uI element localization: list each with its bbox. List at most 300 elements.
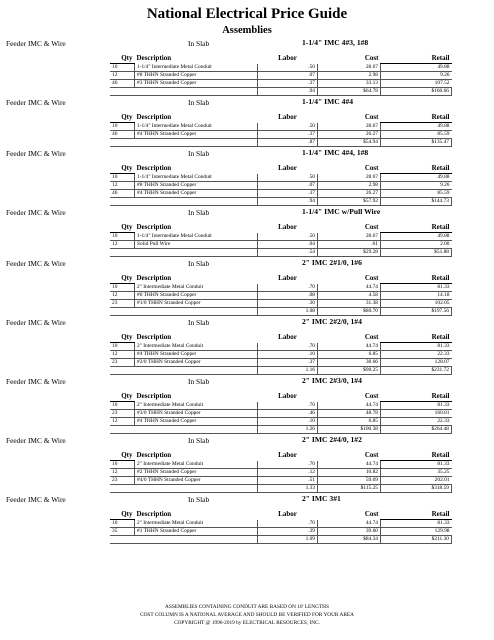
section-category: Feeder IMC & Wire bbox=[6, 149, 66, 158]
table-header-row bbox=[110, 451, 452, 461]
item-retail: 202.01 bbox=[381, 477, 452, 485]
total-retail: $135.47 bbox=[381, 139, 452, 147]
assembly-table bbox=[110, 510, 452, 544]
assembly-section bbox=[0, 376, 494, 434]
item-qty: 12 bbox=[110, 182, 135, 190]
item-description: Solid Pull Wire bbox=[135, 241, 258, 249]
item-labor: .70 bbox=[258, 284, 318, 292]
assembly-section bbox=[0, 258, 494, 316]
total-retail: $197.56 bbox=[381, 308, 452, 316]
table-header-row bbox=[110, 164, 452, 174]
footer bbox=[0, 603, 494, 627]
item-labor: .51 bbox=[258, 477, 318, 485]
table-row bbox=[110, 343, 452, 351]
column-header-cost: Cost bbox=[364, 113, 379, 122]
item-qty: 10 bbox=[110, 402, 135, 410]
item-qty: 46 bbox=[110, 131, 135, 139]
item-description: 1-1/4" Intermediate Metal Conduit bbox=[135, 233, 258, 241]
assembly-table bbox=[110, 54, 452, 96]
section-category: Feeder IMC & Wire bbox=[6, 208, 66, 217]
total-spacer bbox=[135, 198, 258, 206]
item-description: #4 THHN Stranded Copper bbox=[135, 351, 258, 359]
item-qty: 10 bbox=[110, 233, 135, 241]
item-retail: 81.33 bbox=[381, 284, 452, 292]
assembly-name: 2" IMC 2#2/0, 1#4 bbox=[302, 317, 362, 326]
table-row bbox=[110, 410, 452, 418]
column-header-retail: Retail bbox=[381, 392, 452, 402]
item-retail: 128.07 bbox=[381, 359, 452, 367]
item-retail: 102.05 bbox=[381, 300, 452, 308]
table-row bbox=[110, 123, 452, 131]
item-retail: 81.33 bbox=[381, 343, 452, 351]
section-header bbox=[0, 494, 494, 505]
table-header-row bbox=[110, 54, 452, 64]
column-header-retail: Retail bbox=[381, 164, 452, 174]
item-qty: 23 bbox=[110, 477, 135, 485]
item-labor: .10 bbox=[258, 351, 318, 359]
item-qty: 12 bbox=[110, 292, 135, 300]
item-qty: 46 bbox=[110, 80, 135, 88]
section-category: Feeder IMC & Wire bbox=[6, 436, 66, 445]
section-location: In Slab bbox=[188, 377, 210, 386]
item-cost: 31.38 bbox=[318, 300, 381, 308]
total-row bbox=[110, 367, 452, 375]
page-subtitle: Assemblies bbox=[222, 25, 272, 36]
section-header bbox=[0, 258, 494, 269]
table-row bbox=[110, 461, 452, 469]
footer-line-2: COST COLUMN IS A NATIONAL AVERAGE AND SHOULD BE VERIFIED FOR YOUR AREA bbox=[140, 612, 354, 618]
item-qty: 23 bbox=[110, 410, 135, 418]
total-retail: $211.30 bbox=[381, 536, 452, 544]
item-cost: 6.85 bbox=[318, 418, 381, 426]
total-retail: $231.72 bbox=[381, 367, 452, 375]
total-spacer bbox=[135, 485, 258, 493]
assembly-table bbox=[110, 164, 452, 206]
item-qty: 46 bbox=[110, 190, 135, 198]
table-row bbox=[110, 233, 452, 241]
assembly-name: 2" IMC 2#1/0, 1#6 bbox=[302, 258, 362, 267]
table-row bbox=[110, 469, 452, 477]
assembly-sections bbox=[0, 37, 494, 544]
assembly-name: 1-1/4" IMC w/Pull Wire bbox=[302, 207, 381, 216]
column-header-description: Description bbox=[136, 223, 172, 232]
section-location: In Slab bbox=[188, 98, 210, 107]
item-description: #2 THHN Stranded Copper bbox=[135, 469, 258, 477]
total-labor: .87 bbox=[258, 139, 318, 147]
total-labor: 1.08 bbox=[258, 308, 318, 316]
total-labor: 1.26 bbox=[258, 426, 318, 434]
column-header-cost: Cost bbox=[364, 333, 379, 342]
total-spacer bbox=[135, 249, 258, 257]
column-header-qty: Qty bbox=[110, 54, 135, 64]
section-category: Feeder IMC & Wire bbox=[6, 39, 66, 48]
item-labor: .07 bbox=[258, 182, 318, 190]
assembly-section bbox=[0, 435, 494, 493]
table-header-row bbox=[110, 223, 452, 233]
column-header-labor: Labor bbox=[278, 392, 297, 401]
total-retail: $166.66 bbox=[381, 88, 452, 96]
assembly-section bbox=[0, 148, 494, 206]
table-row bbox=[110, 292, 452, 300]
section-location: In Slab bbox=[188, 436, 210, 445]
total-spacer bbox=[135, 367, 258, 375]
section-header bbox=[0, 317, 494, 328]
table-row bbox=[110, 418, 452, 426]
item-retail: 14.18 bbox=[381, 292, 452, 300]
item-labor: .04 bbox=[258, 241, 318, 249]
item-qty: 12 bbox=[110, 72, 135, 80]
assembly-name: 1-1/4" IMC 4#4 bbox=[302, 97, 354, 106]
item-retail: 81.33 bbox=[381, 520, 452, 528]
section-header bbox=[0, 207, 494, 218]
section-header bbox=[0, 38, 494, 49]
item-description: #4 THHN Stranded Copper bbox=[135, 131, 258, 139]
item-retail: 2.00 bbox=[381, 241, 452, 249]
total-labor: 1.16 bbox=[258, 367, 318, 375]
column-header-description: Description bbox=[136, 274, 172, 283]
item-cost: 44.74 bbox=[318, 520, 381, 528]
total-spacer bbox=[110, 536, 135, 544]
item-labor: .10 bbox=[258, 418, 318, 426]
total-retail: $264.48 bbox=[381, 426, 452, 434]
column-header-labor: Labor bbox=[278, 54, 297, 63]
section-header bbox=[0, 435, 494, 446]
item-description: 2" Intermediate Metal Conduit bbox=[135, 461, 258, 469]
item-labor: .50 bbox=[258, 64, 318, 72]
total-spacer bbox=[135, 426, 258, 434]
column-header-cost: Cost bbox=[364, 392, 379, 401]
total-cost: $57.92 bbox=[318, 198, 381, 206]
assembly-table bbox=[110, 223, 452, 257]
table-row bbox=[110, 477, 452, 485]
column-header-labor: Labor bbox=[278, 113, 297, 122]
assembly-table bbox=[110, 451, 452, 493]
column-header-retail: Retail bbox=[381, 451, 452, 461]
total-cost: $64.78 bbox=[318, 88, 381, 96]
item-qty: 12 bbox=[110, 351, 135, 359]
assembly-section bbox=[0, 207, 494, 257]
table-row bbox=[110, 131, 452, 139]
item-description: 1-1/4" Intermediate Metal Conduit bbox=[135, 123, 258, 131]
total-cost: $84.34 bbox=[318, 536, 381, 544]
item-cost: 28.67 bbox=[318, 233, 381, 241]
item-labor: .46 bbox=[258, 410, 318, 418]
item-retail: 49.88 bbox=[381, 123, 452, 131]
item-cost: 59.69 bbox=[318, 477, 381, 485]
item-retail: 81.33 bbox=[381, 461, 452, 469]
column-header-cost: Cost bbox=[364, 274, 379, 283]
item-retail: 22.33 bbox=[381, 351, 452, 359]
table-row bbox=[110, 64, 452, 72]
section-category: Feeder IMC & Wire bbox=[6, 259, 66, 268]
item-cost: 10.82 bbox=[318, 469, 381, 477]
assembly-table bbox=[110, 333, 452, 375]
item-description: #1 THHN Stranded Copper bbox=[135, 528, 258, 536]
total-labor: .54 bbox=[258, 249, 318, 257]
item-description: #3 THHN Stranded Copper bbox=[135, 80, 258, 88]
column-header-description: Description bbox=[136, 333, 172, 342]
item-qty: 12 bbox=[110, 418, 135, 426]
column-header-description: Description bbox=[136, 510, 172, 519]
total-spacer bbox=[135, 139, 258, 147]
item-cost: 26.27 bbox=[318, 131, 381, 139]
total-row bbox=[110, 485, 452, 493]
item-labor: .70 bbox=[258, 343, 318, 351]
item-cost: 44.74 bbox=[318, 284, 381, 292]
item-description: #1/0 THHN Stranded Copper bbox=[135, 300, 258, 308]
section-header bbox=[0, 148, 494, 159]
total-row bbox=[110, 249, 452, 257]
item-labor: .50 bbox=[258, 123, 318, 131]
column-header-qty: Qty bbox=[110, 510, 135, 520]
item-qty: 35 bbox=[110, 528, 135, 536]
column-header-qty: Qty bbox=[110, 451, 135, 461]
total-spacer bbox=[110, 308, 135, 316]
item-retail: 81.33 bbox=[381, 402, 452, 410]
table-row bbox=[110, 300, 452, 308]
item-labor: .70 bbox=[258, 520, 318, 528]
assembly-table bbox=[110, 113, 452, 147]
item-retail: 85.59 bbox=[381, 131, 452, 139]
item-qty: 10 bbox=[110, 461, 135, 469]
item-labor: .08 bbox=[258, 292, 318, 300]
assembly-name: 2" IMC 3#1 bbox=[302, 494, 341, 503]
total-spacer bbox=[135, 88, 258, 96]
table-row bbox=[110, 182, 452, 190]
total-cost: $90.25 bbox=[318, 367, 381, 375]
total-cost: $80.70 bbox=[318, 308, 381, 316]
section-header bbox=[0, 97, 494, 108]
total-spacer bbox=[110, 198, 135, 206]
item-retail: 49.88 bbox=[381, 174, 452, 182]
total-row bbox=[110, 536, 452, 544]
total-cost: $54.94 bbox=[318, 139, 381, 147]
section-category: Feeder IMC & Wire bbox=[6, 377, 66, 386]
item-cost: 39.60 bbox=[318, 528, 381, 536]
item-description: 1-1/4" Intermediate Metal Conduit bbox=[135, 174, 258, 182]
item-description: #4/0 THHN Stranded Copper bbox=[135, 477, 258, 485]
assembly-name: 2" IMC 2#3/0, 1#4 bbox=[302, 376, 362, 385]
section-location: In Slab bbox=[188, 149, 210, 158]
column-header-qty: Qty bbox=[110, 392, 135, 402]
table-header-row bbox=[110, 392, 452, 402]
item-retail: 49.88 bbox=[381, 233, 452, 241]
column-header-labor: Labor bbox=[278, 510, 297, 519]
table-header-row bbox=[110, 333, 452, 343]
column-header-qty: Qty bbox=[110, 223, 135, 233]
item-cost: 2.98 bbox=[318, 182, 381, 190]
total-cost: $100.38 bbox=[318, 426, 381, 434]
column-header-cost: Cost bbox=[364, 223, 379, 232]
table-row bbox=[110, 351, 452, 359]
column-header-cost: Cost bbox=[364, 164, 379, 173]
table-row bbox=[110, 520, 452, 528]
total-spacer bbox=[110, 485, 135, 493]
item-description: #4 THHN Stranded Copper bbox=[135, 418, 258, 426]
item-description: 2" Intermediate Metal Conduit bbox=[135, 402, 258, 410]
total-retail: $144.73 bbox=[381, 198, 452, 206]
column-header-retail: Retail bbox=[381, 274, 452, 284]
item-labor: .37 bbox=[258, 359, 318, 367]
item-cost: 28.67 bbox=[318, 174, 381, 182]
assembly-section bbox=[0, 494, 494, 544]
item-cost: .61 bbox=[318, 241, 381, 249]
item-cost: 6.85 bbox=[318, 351, 381, 359]
item-cost: 4.58 bbox=[318, 292, 381, 300]
section-location: In Slab bbox=[188, 39, 210, 48]
assembly-table bbox=[110, 274, 452, 316]
item-retail: 107.52 bbox=[381, 80, 452, 88]
total-row bbox=[110, 198, 452, 206]
item-cost: 26.27 bbox=[318, 190, 381, 198]
total-spacer bbox=[110, 426, 135, 434]
table-row bbox=[110, 174, 452, 182]
table-row bbox=[110, 72, 452, 80]
item-labor: .50 bbox=[258, 174, 318, 182]
item-labor: .70 bbox=[258, 461, 318, 469]
column-header-description: Description bbox=[136, 451, 172, 460]
table-row bbox=[110, 284, 452, 292]
item-retail: 9.26 bbox=[381, 182, 452, 190]
column-header-labor: Labor bbox=[278, 451, 297, 460]
item-qty: 10 bbox=[110, 520, 135, 528]
footer-line-3: COPYRIGHT @ 1996-2019 by ELECTRICAL RESOURCES, INC. bbox=[174, 620, 320, 626]
item-cost: 2.98 bbox=[318, 72, 381, 80]
assembly-section bbox=[0, 317, 494, 375]
section-category: Feeder IMC & Wire bbox=[6, 318, 66, 327]
item-labor: .39 bbox=[258, 528, 318, 536]
section-category: Feeder IMC & Wire bbox=[6, 495, 66, 504]
column-header-labor: Labor bbox=[278, 223, 297, 232]
total-spacer bbox=[135, 536, 258, 544]
item-qty: 12 bbox=[110, 241, 135, 249]
total-spacer bbox=[135, 308, 258, 316]
item-labor: .50 bbox=[258, 233, 318, 241]
item-retail: 22.33 bbox=[381, 418, 452, 426]
item-labor: .70 bbox=[258, 402, 318, 410]
item-labor: .37 bbox=[258, 80, 318, 88]
section-location: In Slab bbox=[188, 259, 210, 268]
total-retail: $51.88 bbox=[381, 249, 452, 257]
column-header-labor: Labor bbox=[278, 333, 297, 342]
total-labor: .94 bbox=[258, 198, 318, 206]
total-row bbox=[110, 308, 452, 316]
item-labor: .37 bbox=[258, 190, 318, 198]
section-category: Feeder IMC & Wire bbox=[6, 98, 66, 107]
assembly-name: 2" IMC 2#4/0, 1#2 bbox=[302, 435, 362, 444]
column-header-qty: Qty bbox=[110, 164, 135, 174]
assembly-section bbox=[0, 38, 494, 96]
table-header-row bbox=[110, 510, 452, 520]
column-header-retail: Retail bbox=[381, 54, 452, 64]
page-title: National Electrical Price Guide bbox=[146, 6, 348, 22]
table-row bbox=[110, 402, 452, 410]
item-cost: 28.67 bbox=[318, 64, 381, 72]
item-qty: 10 bbox=[110, 284, 135, 292]
column-header-retail: Retail bbox=[381, 223, 452, 233]
total-spacer bbox=[110, 139, 135, 147]
item-qty: 23 bbox=[110, 359, 135, 367]
item-description: #6 THHN Stranded Copper bbox=[135, 292, 258, 300]
item-qty: 10 bbox=[110, 174, 135, 182]
item-retail: 160.81 bbox=[381, 410, 452, 418]
item-description: #4 THHN Stranded Copper bbox=[135, 190, 258, 198]
table-row bbox=[110, 190, 452, 198]
column-header-qty: Qty bbox=[110, 113, 135, 123]
item-qty: 10 bbox=[110, 123, 135, 131]
item-description: 2" Intermediate Metal Conduit bbox=[135, 284, 258, 292]
item-cost: 38.66 bbox=[318, 359, 381, 367]
table-header-row bbox=[110, 274, 452, 284]
section-location: In Slab bbox=[188, 495, 210, 504]
section-location: In Slab bbox=[188, 318, 210, 327]
section-location: In Slab bbox=[188, 208, 210, 217]
total-spacer bbox=[110, 88, 135, 96]
total-cost: $29.28 bbox=[318, 249, 381, 257]
table-row bbox=[110, 528, 452, 536]
item-cost: 48.78 bbox=[318, 410, 381, 418]
item-qty: 10 bbox=[110, 64, 135, 72]
table-header-row bbox=[110, 113, 452, 123]
item-retail: 35.25 bbox=[381, 469, 452, 477]
column-header-retail: Retail bbox=[381, 510, 452, 520]
assembly-name: 1-1/4" IMC 4#4, 1#8 bbox=[302, 148, 369, 157]
table-row bbox=[110, 359, 452, 367]
item-retail: 49.88 bbox=[381, 64, 452, 72]
total-spacer bbox=[110, 249, 135, 257]
column-header-cost: Cost bbox=[364, 54, 379, 63]
item-description: #3/0 THHN Stranded Copper bbox=[135, 410, 258, 418]
column-header-qty: Qty bbox=[110, 274, 135, 284]
item-cost: 28.67 bbox=[318, 123, 381, 131]
total-row bbox=[110, 139, 452, 147]
item-description: #2/0 THHN Stranded Copper bbox=[135, 359, 258, 367]
column-header-description: Description bbox=[136, 164, 172, 173]
column-header-labor: Labor bbox=[278, 274, 297, 283]
item-retail: 9.26 bbox=[381, 72, 452, 80]
column-header-description: Description bbox=[136, 113, 172, 122]
item-labor: .07 bbox=[258, 72, 318, 80]
item-description: #8 THHN Stranded Copper bbox=[135, 72, 258, 80]
item-qty: 12 bbox=[110, 469, 135, 477]
total-row bbox=[110, 426, 452, 434]
assembly-name: 1-1/4" IMC 4#3, 1#8 bbox=[302, 38, 369, 47]
item-cost: 44.74 bbox=[318, 343, 381, 351]
item-labor: .37 bbox=[258, 131, 318, 139]
total-labor: .94 bbox=[258, 88, 318, 96]
item-labor: .30 bbox=[258, 300, 318, 308]
column-header-description: Description bbox=[136, 54, 172, 63]
item-labor: .12 bbox=[258, 469, 318, 477]
footer-line-1: ASSEMBLIES CONTAINING CONDUIT ARE BASED ON 10' LENGTHS bbox=[165, 604, 329, 610]
item-qty: 10 bbox=[110, 343, 135, 351]
item-cost: 44.74 bbox=[318, 402, 381, 410]
item-cost: 33.13 bbox=[318, 80, 381, 88]
column-header-cost: Cost bbox=[364, 510, 379, 519]
column-header-cost: Cost bbox=[364, 451, 379, 460]
item-retail: 85.59 bbox=[381, 190, 452, 198]
total-labor: 1.33 bbox=[258, 485, 318, 493]
section-header bbox=[0, 376, 494, 387]
item-description: 2" Intermediate Metal Conduit bbox=[135, 520, 258, 528]
column-header-retail: Retail bbox=[381, 113, 452, 123]
item-qty: 23 bbox=[110, 300, 135, 308]
column-header-qty: Qty bbox=[110, 333, 135, 343]
item-retail: 129.98 bbox=[381, 528, 452, 536]
item-description: 2" Intermediate Metal Conduit bbox=[135, 343, 258, 351]
item-description: #8 THHN Stranded Copper bbox=[135, 182, 258, 190]
assembly-table bbox=[110, 392, 452, 434]
